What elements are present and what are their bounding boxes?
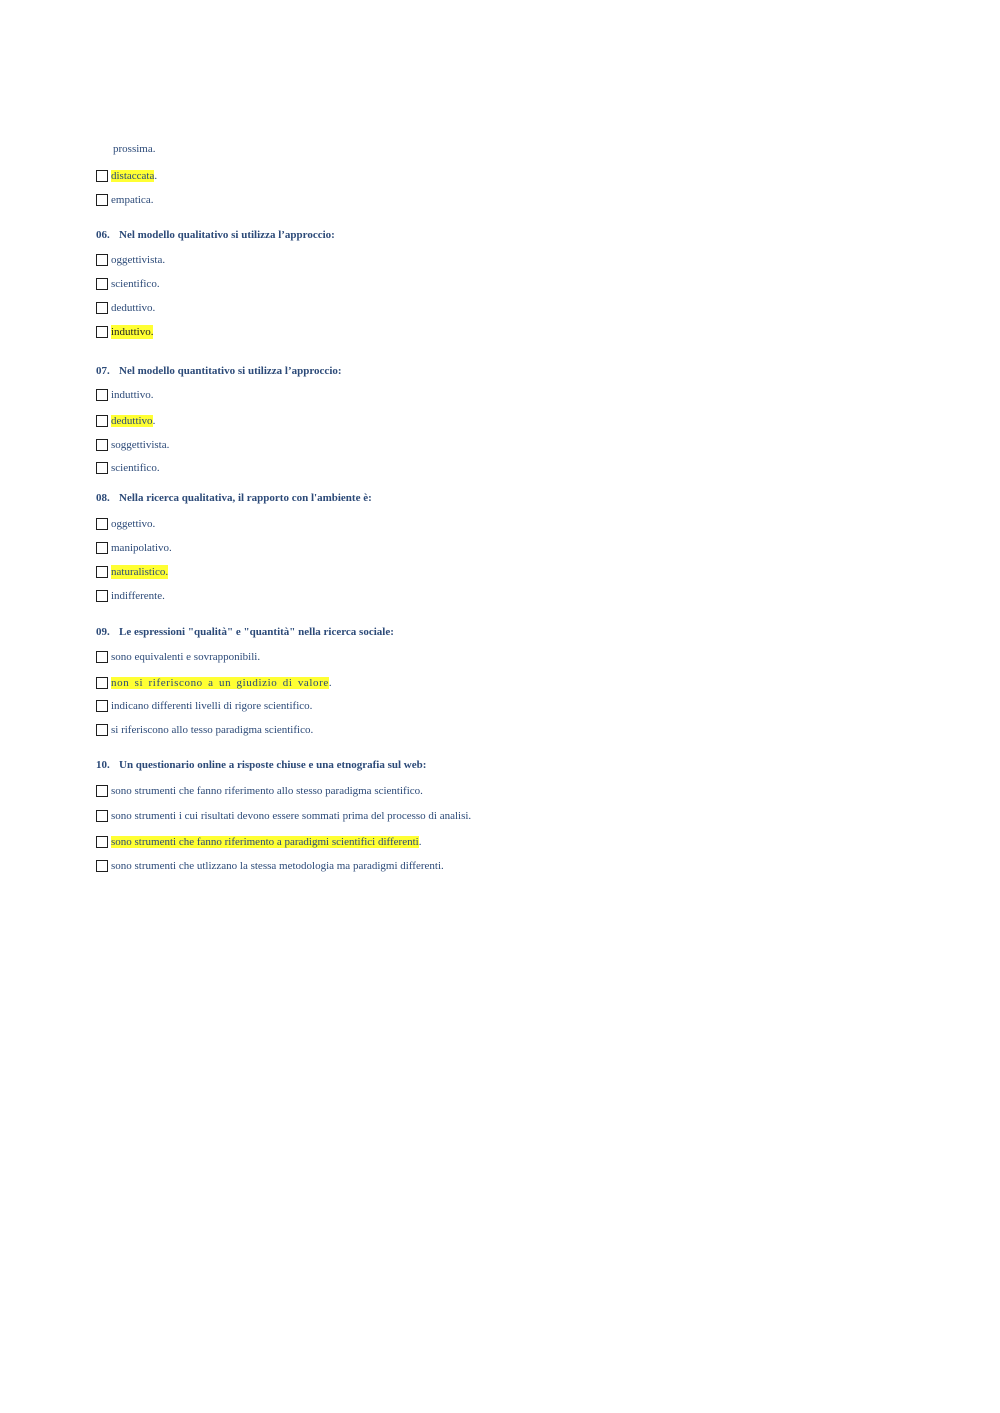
checkbox[interactable] <box>96 651 108 663</box>
checkbox[interactable] <box>96 836 108 848</box>
checkbox[interactable] <box>96 518 108 530</box>
option-text: induttivo. <box>111 389 154 401</box>
option-text: oggettivo. <box>111 518 156 530</box>
checkbox[interactable] <box>96 677 108 689</box>
checkbox[interactable] <box>96 194 108 206</box>
option-suffix: . <box>152 415 156 427</box>
answer-option[interactable] <box>96 276 160 292</box>
question-number: 06. <box>96 229 110 241</box>
answer-option[interactable] <box>96 675 332 691</box>
option-text: sono strumenti che utlizzano la stessa metodologia ma paradigmi differenti. <box>111 860 444 872</box>
question-text: Nel modello qualitativo si utilizza l’approccio: <box>119 229 335 241</box>
checkbox[interactable] <box>96 415 108 427</box>
answer-option[interactable] <box>96 834 421 850</box>
option-text: si riferiscono allo tesso paradigma scientifico. <box>111 724 314 736</box>
option-suffix: . <box>154 170 158 182</box>
option-text: sono strumenti che fanno riferimento allo stesso paradigma scientifico. <box>111 785 423 797</box>
answer-option[interactable] <box>96 858 444 874</box>
option-text: indifferente. <box>111 590 165 602</box>
answer-option[interactable] <box>96 387 153 403</box>
checkbox[interactable] <box>96 566 108 578</box>
option-text: deduttivo. <box>111 302 156 314</box>
answer-option[interactable] <box>96 564 168 580</box>
answer-option[interactable] <box>96 437 169 453</box>
option-text: sono strumenti che fanno riferimento a paradigmi scientifici differenti <box>111 836 419 848</box>
checkbox[interactable] <box>96 785 108 797</box>
option-text: soggettivista. <box>111 439 170 451</box>
option-suffix: . <box>328 677 332 689</box>
answer-option[interactable] <box>96 516 155 532</box>
option-text: indicano differenti livelli di rigore scientifico. <box>111 700 313 712</box>
answer-option[interactable] <box>96 588 165 604</box>
question-number: 10. <box>96 759 110 771</box>
checkbox[interactable] <box>96 462 108 474</box>
answer-option[interactable] <box>96 540 172 556</box>
question-07 <box>96 365 342 377</box>
question-text: Nella ricerca qualitativa, il rapporto con l'ambiente è: <box>119 492 372 504</box>
checkbox[interactable] <box>96 254 108 266</box>
option-text: oggettivista. <box>111 254 166 266</box>
question-10 <box>96 759 426 771</box>
checkbox[interactable] <box>96 860 108 872</box>
question-text: Un questionario online a risposte chiuse e una etnografia sul web: <box>119 759 427 771</box>
option-suffix: . <box>418 836 422 848</box>
option-text: non si riferiscono a un giudizio di valore <box>111 677 329 689</box>
question-number: 09. <box>96 626 110 638</box>
answer-option[interactable] <box>96 300 155 316</box>
option-text: manipolativo. <box>111 542 172 554</box>
option-text: induttivo. <box>111 326 154 338</box>
question-number: 07. <box>96 365 110 377</box>
checkbox[interactable] <box>96 389 108 401</box>
option-text: scientifico. <box>111 462 160 474</box>
answer-option[interactable] <box>96 698 312 714</box>
checkbox[interactable] <box>96 590 108 602</box>
answer-option[interactable] <box>96 460 160 476</box>
option-text: sono equivalenti e sovrapponibili. <box>111 651 261 663</box>
question-09 <box>96 626 394 638</box>
previous-option-continuation: prossima. <box>113 143 156 155</box>
question-08 <box>96 492 372 504</box>
checkbox[interactable] <box>96 302 108 314</box>
answer-option[interactable] <box>96 192 153 208</box>
option-text: scientifico. <box>111 278 160 290</box>
checkbox[interactable] <box>96 170 108 182</box>
question-text: Nel modello quantitativo si utilizza l’approccio: <box>119 365 342 377</box>
answer-option[interactable] <box>96 168 157 184</box>
answer-option[interactable] <box>96 324 153 340</box>
answer-option[interactable] <box>96 783 423 799</box>
option-text: sono strumenti i cui risultati devono essere sommati prima del processo di analisi. <box>111 810 472 822</box>
option-text: deduttivo <box>111 415 153 427</box>
checkbox[interactable] <box>96 810 108 822</box>
answer-option[interactable] <box>96 808 471 824</box>
checkbox[interactable] <box>96 724 108 736</box>
checkbox[interactable] <box>96 542 108 554</box>
option-text: distaccata <box>111 170 155 182</box>
question-number: 08. <box>96 492 110 504</box>
question-text: Le espressioni "qualità" e "quantità" nella ricerca sociale: <box>119 626 394 638</box>
checkbox[interactable] <box>96 278 108 290</box>
option-text: empatica. <box>111 194 154 206</box>
checkbox[interactable] <box>96 700 108 712</box>
question-06 <box>96 229 335 241</box>
answer-option[interactable] <box>96 649 260 665</box>
checkbox[interactable] <box>96 326 108 338</box>
answer-option[interactable] <box>96 413 155 429</box>
option-text: naturalistico. <box>111 566 169 578</box>
answer-option[interactable] <box>96 722 313 738</box>
answer-option[interactable] <box>96 252 165 268</box>
checkbox[interactable] <box>96 439 108 451</box>
